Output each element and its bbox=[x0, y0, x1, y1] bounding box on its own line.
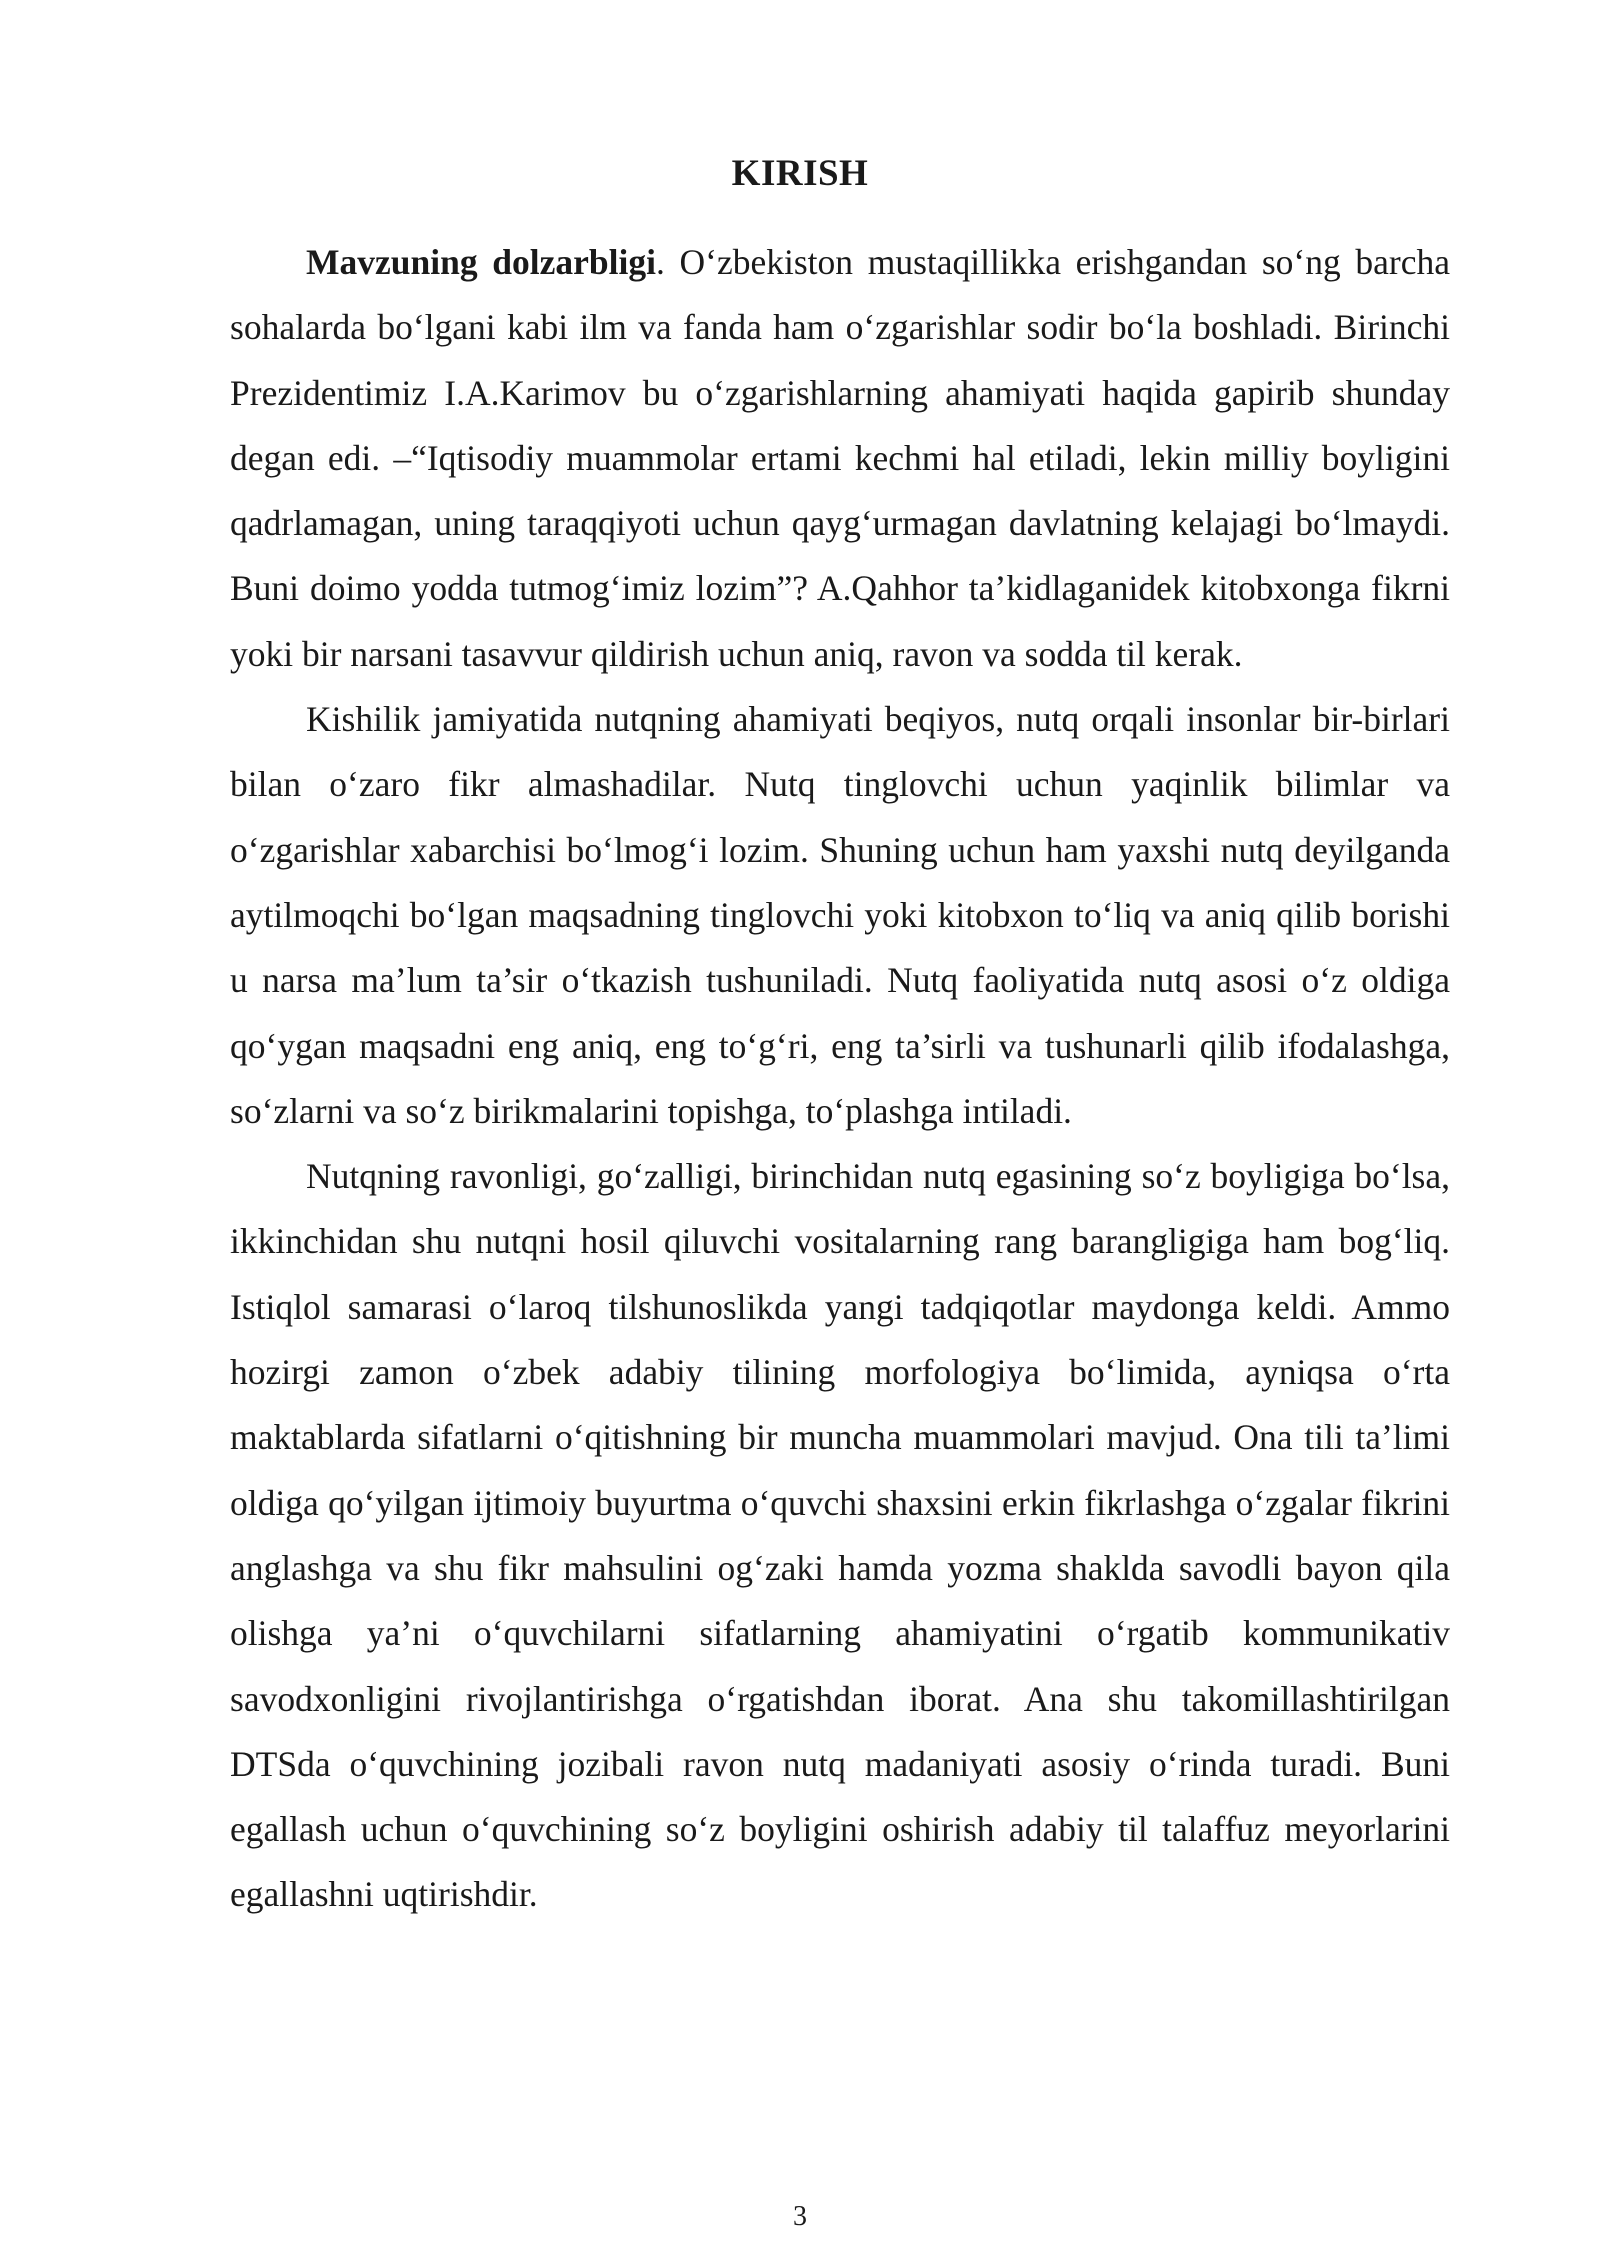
body-text bbox=[230, 230, 1450, 1928]
paragraph-speech-fluency: Nutqning ravonligi, go‘zalligi, birinchidan nutq egasining so‘z boyligiga bo‘lsa, ikkinchidan shu nutqni hosil qiluvchi vositalarning rang barangligiga ham bog‘liq. Istiqlol samarasi o‘laroq tilshunoslikda yangi tadqiqotlar maydonga keldi. Ammo hozirgi zamon o‘zbek adabiy tilining morfologiya bo‘limida, ayniqsa o‘rta maktablarda sifatlarni o‘qitishning bir muncha muammolari mavjud. Ona tili ta’limi oldiga qo‘yilgan ijtimoiy buyurtma o‘quvchi shaxsini erkin fikrlashga o‘zgalar fikrini anglashga va shu fikr mahsulini og‘zaki hamda yozma shaklda savodli bayon qila olishga ya’ni o‘quvchilarni sifatlarning ahamiyatini o‘rgatib kommunikativ savodxonligini rivojlantirishga o‘rgatishdan iborat. Ana shu takomillashtirilgan DTSda o‘quvchining jozibali ravon nutq madaniyati asosiy o‘rinda turadi. Buni egallash uchun o‘quvchining so‘z boyligini oshirish adabiy til talaffuz meyorlarini egallashni uqtirishdir. bbox=[230, 1156, 1450, 1915]
paragraph-lead-bold: Mavzuning dolzarbligi bbox=[306, 242, 656, 282]
paragraph-relevance bbox=[230, 230, 1450, 687]
paragraph-speech-importance: Kishilik jamiyatida nutqning ahamiyati beqiyos, nutq orqali insonlar bir-birlari bilan o‘zaro fikr almashadilar. Nutq tinglovchi uchun yaqinlik bilimlar va o‘zgarishlar xabarchisi bo‘lmog‘i lozim. Shuning uchun ham yaxshi nutq deyilganda aytilmoqchi bo‘lgan maqsadning tinglovchi yoki kitobxon to‘liq va aniq qilib borishi u narsa ma’lum ta’sir o‘tkazish tushuniladi. Nutq faoliyatida nutq asosi o‘z oldiga qo‘ygan maqsadni eng aniq, eng to‘g‘ri, eng ta’sirli va tushunarli qilib ifodalashga, so‘zlarni va so‘z birikmalarini topishga, to‘plashga intiladi. bbox=[230, 699, 1450, 1131]
page-number: 3 bbox=[793, 2201, 807, 2232]
section-heading: KIRISH bbox=[731, 153, 869, 194]
paragraph-text: . O‘zbekiston mustaqillikka erishgandan so‘ng barcha sohalarda bo‘lgani kabi ilm va fanda ham o‘zgarishlar sodir bo‘la boshladi. Birinchi Prezidentimiz I.A.Karimov bu o‘zgarishlarning ahamiyati haqida gapirib shunday degan edi. –“Iqtisodiy muammolar ertami kechmi hal etiladi, lekin milliy boyligini qadrlamagan, uning taraqqiyoti uchun qayg‘urmagan davlatning kelajagi bo‘lmaydi. Buni doimo yodda tutmog‘imiz lozim”? A.Qahhor ta’kidlaganidek kitobxonga fikrni yoki bir narsani tasavvur qildirish uchun aniq, ravon va sodda til kerak. bbox=[230, 242, 1450, 674]
